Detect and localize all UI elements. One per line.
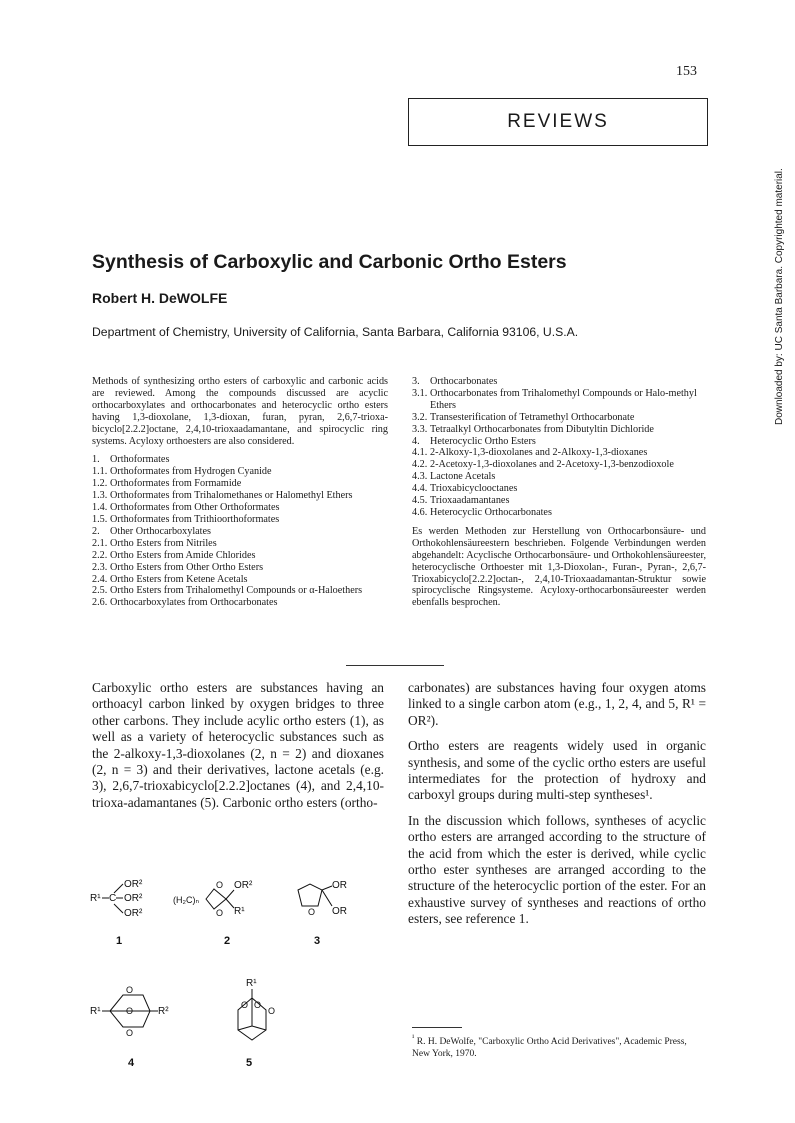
toc-entry-title: Orthoformates from Other Orthoformates [110, 502, 280, 514]
abstract-english: Methods of synthesizing ortho esters of carboxylic and carbonic acids are reviewed. Among the compounds discussed are acyclic orthocarboxylates and orthocarbonates and heterocyclic ortho esters having 1,3-dioxolane, 1,3-dioxan, furan, pyran, 2,6,7-trioxa-bicyclo[2.2.2]octane, 2,4,10-trioxaadamantane, and spirocyclic ring systems. Acyloxy orthoesters are also considered. [92, 376, 388, 447]
toc-entry [412, 447, 706, 459]
toc-entry-title: Trioxaadamantanes [430, 495, 510, 507]
toc-entry-number: 1.4. [92, 502, 108, 514]
toc-entry-number: 2.5. [92, 585, 108, 597]
toc-entry [412, 424, 706, 436]
structure-3 [298, 880, 347, 947]
struct1-carbon: C [109, 893, 117, 904]
toc-entry [412, 376, 706, 388]
page-number: 153 [676, 64, 697, 79]
struct1-or2-top: OR² [124, 879, 143, 890]
toc-entry [92, 550, 388, 562]
struct4-r2: R² [158, 1006, 169, 1017]
toc-entry-number: 2.4. [92, 573, 108, 585]
abstract-german: Es werden Methoden zur Herstellung von Orthocarbonsäure- und Orthokohlensäureestern beschrieben. Folgende Verbindungen werden abgehandelt: Acyclische Orthocarbonsäure- und Orthokohlensäureester, heterocyclische Orthoester mit 1,3-Dioxolan-, Furan-, Pyran-, 2,6,7-Trioxabicyclo[2.2.2]octan-, 2,4,10-Trioxaadamantan-Struktur sowie spirocyclische Ringsysteme. Acyloxy-orthocarbonsäureester werden ebenfalls besprochen. [412, 525, 706, 609]
toc-entry-title: Orthoformates from Formamide [110, 478, 242, 490]
toc-entry [92, 538, 388, 550]
toc-entry-title: 2-Alkoxy-1,3-dioxolanes and 2-Alkoxy-1,3-dioxanes [430, 447, 648, 459]
abstract-left-column [92, 376, 388, 609]
download-watermark: Downloaded by: UC Santa Barbara. Copyrighted material. [774, 168, 785, 425]
toc-entry [412, 436, 706, 448]
body-paragraph: carbonates) are substances having four oxygen atoms linked to a single carbon atom (e.g., 1, 2, 4, and 5, R¹ = OR²). [408, 680, 706, 728]
struct2-r1: R¹ [234, 906, 245, 917]
toc-entry [92, 502, 388, 514]
toc-entry [92, 490, 388, 502]
toc-entry-number: 1.1. [92, 466, 108, 478]
struct5-o-right: O [268, 1006, 276, 1016]
toc-entry-title: Tetraalkyl Orthocarbonates from Dibutyltin Dichloride [430, 423, 654, 435]
toc-entry-title: Other Orthocarboxylates [110, 525, 211, 537]
toc-entry-number: 3. [412, 376, 420, 387]
body-paragraph: In the discussion which follows, syntheses of acyclic ortho esters are arranged according to the structure of the acid from which the ester is derived, while cyclic ortho ester syntheses are arranged according to the structure of the heterocyclic portion of the ester. For an exhaustive survey of syntheses and reactions of ortho esters, see reference 1. [408, 812, 706, 927]
struct3-or-bottom: OR [332, 906, 347, 917]
toc-entry [92, 526, 388, 538]
struct4-o-top: O [126, 985, 134, 995]
struct2-chain: (H₂C)ₙ [173, 895, 200, 905]
section-label: REVIEWS [408, 98, 708, 146]
toc-entry-number: 4. [412, 435, 420, 447]
toc-entry-title: Orthocarboxylates from Orthocarbonates [110, 597, 278, 609]
structure-2 [173, 880, 253, 947]
toc-entry [92, 514, 388, 526]
struct4-number: 4 [128, 1057, 135, 1069]
toc-entry-title: Lactone Acetals [430, 471, 496, 483]
toc-entry-number: 3.3. [412, 423, 428, 435]
chemical-structures-figure [88, 868, 388, 1088]
toc-entry [92, 454, 388, 466]
footnote-text: R. H. DeWolfe, "Carboxylic Ortho Acid Derivatives", Academic Press, New York, 1970. [412, 1037, 687, 1060]
toc-entry-title: Orthoformates [110, 454, 170, 466]
struct2-number: 2 [224, 935, 231, 947]
toc-entry [412, 507, 706, 519]
struct4-o-bottom: O [126, 1028, 134, 1038]
footnote-rule [412, 1027, 462, 1028]
toc-entry-number: 1.5. [92, 513, 108, 525]
struct4-r1: R¹ [90, 1006, 101, 1017]
toc-entry-title: Transesterification of Tetramethyl Orthocarbonate [430, 411, 635, 423]
body-left-column [92, 680, 384, 820]
structure-5 [238, 978, 275, 1069]
toc-entry-number: 4.2. [412, 459, 428, 471]
body-paragraph: Ortho esters are reagents widely used in organic synthesis, and some of the cyclic ortho esters are useful intermediates for the protection of hydroxy and carboxyl groups during multi-step syntheses¹. [408, 738, 706, 803]
section-divider [346, 665, 444, 666]
struct5-r1: R¹ [246, 978, 257, 989]
toc-entry-number: 4.1. [412, 447, 428, 459]
toc-entry [412, 495, 706, 507]
toc-entry-number: 1.2. [92, 478, 108, 490]
toc-entry-number: 3.1. [412, 387, 428, 399]
structure-1 [90, 879, 143, 947]
toc-entry-title: Ortho Esters from Ketene Acetals [110, 573, 248, 585]
toc-entry-number: 3.2. [412, 411, 428, 423]
toc-entry [92, 574, 388, 586]
toc-entry-number: 4.3. [412, 471, 428, 483]
struct5-number: 5 [246, 1057, 253, 1069]
struct4-o-mid: O [126, 1006, 134, 1016]
toc-entry [92, 562, 388, 574]
toc-entry-title: Orthoformates from Trihalomethanes or Halomethyl Ethers [110, 490, 353, 502]
toc-entry-title: Orthocarbonates [430, 376, 498, 387]
article-title: Synthesis of Carboxylic and Carbonic Ortho Esters [92, 251, 567, 273]
toc-entry-number: 1.3. [92, 490, 108, 502]
table-of-contents-left [92, 454, 388, 609]
struct1-or2-bottom: OR² [124, 908, 143, 919]
toc-entry [92, 478, 388, 490]
toc-entry-title: Heterocyclic Ortho Esters [430, 435, 536, 447]
body-paragraph: Carboxylic ortho esters are substances having an orthoacyl carbon linked by oxygen bridges to three other carbons. They include acylic ortho esters (1), as well as a variety of heterocyclic substances such as the 2-alkoxy-1,3-dioxolanes (2, n = 2) and dioxanes (2, n = 3) and their derivatives, lactone acetals (e.g. 3), 2,6,7-trioxabicyclo[2.2.2]octanes (4), and 2,4,10-trioxa-adamantanes (5). Carbonic ortho esters (ortho- [92, 680, 384, 810]
struct2-o-bottom: O [216, 908, 224, 918]
toc-entry-number: 4.6. [412, 506, 428, 518]
table-of-contents-right [412, 376, 706, 519]
body-right-column [408, 680, 706, 937]
struct1-or2-mid: OR² [124, 893, 143, 904]
toc-entry [412, 388, 706, 412]
toc-entry-number: 2.2. [92, 549, 108, 561]
struct5-o-left: O [241, 1000, 249, 1010]
toc-entry-number: 1. [92, 454, 100, 466]
toc-entry [412, 471, 706, 483]
toc-entry-title: Ortho Esters from Other Ortho Esters [110, 561, 264, 573]
toc-entry [412, 412, 706, 424]
toc-entry-title: Ortho Esters from Nitriles [110, 537, 217, 549]
struct2-o-top: O [216, 880, 224, 890]
abstract-right-column [412, 376, 706, 609]
struct1-r1: R¹ [90, 893, 101, 904]
toc-entry-title: Orthoformates from Trithioorthoformates [110, 513, 280, 525]
toc-entry-title: Ortho Esters from Amide Chlorides [110, 549, 256, 561]
footnote [412, 1032, 706, 1060]
toc-entry [92, 585, 388, 597]
toc-entry-title: Ortho Esters from Trihalomethyl Compounds or α-Haloethers [110, 585, 363, 597]
toc-entry-title: Trioxabicyclooctanes [430, 483, 518, 495]
toc-entry-number: 2.1. [92, 537, 108, 549]
toc-entry-number: 2.6. [92, 597, 108, 609]
struct3-number: 3 [314, 935, 321, 947]
footnote-mark: ¹ [412, 1033, 415, 1042]
struct3-or-top: OR [332, 880, 347, 891]
author-name: Robert H. DeWOLFE [92, 290, 228, 306]
toc-entry [92, 597, 388, 609]
author-affiliation: Department of Chemistry, University of California, Santa Barbara, California 93106, U.S.A. [92, 325, 579, 339]
struct5-o-mid: O [254, 1000, 262, 1010]
struct2-or2: OR² [234, 880, 253, 891]
toc-entry-number: 2.3. [92, 561, 108, 573]
struct3-o: O [308, 907, 316, 917]
structure-4 [90, 985, 169, 1069]
toc-entry-number: 2. [92, 525, 100, 537]
toc-entry [412, 483, 706, 495]
toc-entry [412, 459, 706, 471]
toc-entry-number: 4.5. [412, 495, 428, 507]
toc-entry [92, 466, 388, 478]
toc-entry-title: Orthoformates from Hydrogen Cyanide [110, 466, 272, 478]
toc-entry-title: Orthocarbonates from Trihalomethyl Compounds or Halo-methyl Ethers [430, 387, 697, 411]
toc-entry-title: Heterocyclic Orthocarbonates [430, 506, 552, 518]
toc-entry-number: 4.4. [412, 483, 428, 495]
toc-entry-title: 2-Acetoxy-1,3-dioxolanes and 2-Acetoxy-1,3-benzodioxole [430, 459, 674, 471]
struct1-number: 1 [116, 935, 123, 947]
